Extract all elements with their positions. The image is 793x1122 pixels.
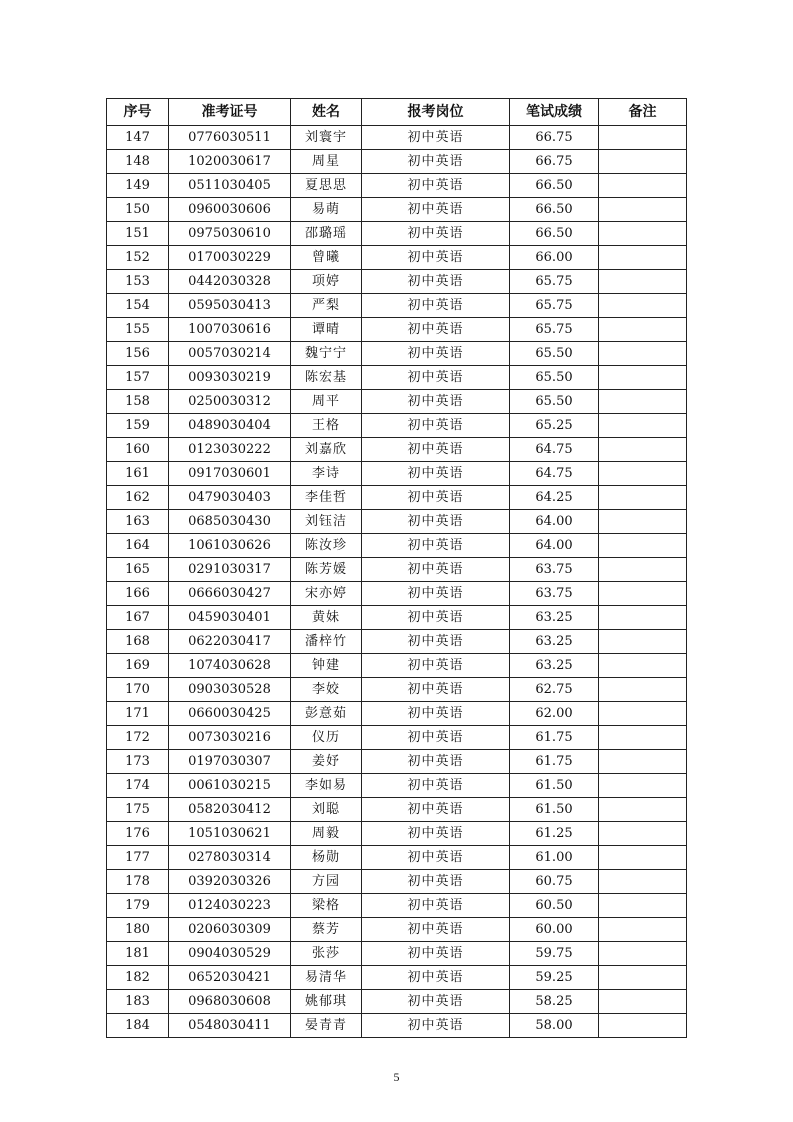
table-row: [107, 318, 687, 342]
cell-name: 仪历: [291, 726, 362, 750]
cell-score: 65.25: [510, 414, 599, 438]
cell-seq: 168: [107, 630, 169, 654]
cell-remark: [599, 606, 687, 630]
cell-exam-id: 0660030425: [169, 702, 291, 726]
cell-post: 初中英语: [362, 870, 510, 894]
cell-score: 65.50: [510, 366, 599, 390]
cell-seq: 167: [107, 606, 169, 630]
cell-post: 初中英语: [362, 798, 510, 822]
cell-remark: [599, 678, 687, 702]
cell-score: 60.50: [510, 894, 599, 918]
cell-name: 刘寰宇: [291, 126, 362, 150]
table-row: [107, 198, 687, 222]
cell-exam-id: 0479030403: [169, 486, 291, 510]
cell-score: 66.00: [510, 246, 599, 270]
cell-exam-id: 0595030413: [169, 294, 291, 318]
cell-name: 项婷: [291, 270, 362, 294]
table-row: [107, 534, 687, 558]
table-body: [107, 126, 687, 1038]
table-row: [107, 726, 687, 750]
cell-exam-id: 0197030307: [169, 750, 291, 774]
cell-exam-id: 0652030421: [169, 966, 291, 990]
table-row: [107, 438, 687, 462]
cell-seq: 174: [107, 774, 169, 798]
table-row: [107, 966, 687, 990]
cell-name: 周毅: [291, 822, 362, 846]
cell-score: 66.75: [510, 126, 599, 150]
cell-exam-id: 0459030401: [169, 606, 291, 630]
cell-remark: [599, 414, 687, 438]
cell-remark: [599, 486, 687, 510]
cell-seq: 160: [107, 438, 169, 462]
cell-exam-id: 0666030427: [169, 582, 291, 606]
table-row: [107, 462, 687, 486]
cell-exam-id: 0582030412: [169, 798, 291, 822]
cell-exam-id: 0917030601: [169, 462, 291, 486]
cell-seq: 169: [107, 654, 169, 678]
header-remark: 备注: [599, 99, 687, 126]
cell-score: 64.00: [510, 510, 599, 534]
cell-post: 初中英语: [362, 1014, 510, 1038]
cell-remark: [599, 294, 687, 318]
cell-score: 62.75: [510, 678, 599, 702]
cell-remark: [599, 654, 687, 678]
cell-exam-id: 0968030608: [169, 990, 291, 1014]
cell-exam-id: 0250030312: [169, 390, 291, 414]
cell-name: 姜妤: [291, 750, 362, 774]
cell-seq: 173: [107, 750, 169, 774]
cell-exam-id: 0511030405: [169, 174, 291, 198]
cell-exam-id: 0073030216: [169, 726, 291, 750]
header-seq: 序号: [107, 99, 169, 126]
cell-post: 初中英语: [362, 726, 510, 750]
cell-exam-id: 1074030628: [169, 654, 291, 678]
cell-name: 彭意茹: [291, 702, 362, 726]
cell-name: 梁格: [291, 894, 362, 918]
cell-exam-id: 0622030417: [169, 630, 291, 654]
cell-exam-id: 0442030328: [169, 270, 291, 294]
table-row: [107, 678, 687, 702]
cell-remark: [599, 534, 687, 558]
header-exam-id: 准考证号: [169, 99, 291, 126]
cell-exam-id: 0960030606: [169, 198, 291, 222]
cell-name: 蔡芳: [291, 918, 362, 942]
cell-name: 方园: [291, 870, 362, 894]
cell-post: 初中英语: [362, 750, 510, 774]
cell-name: 张莎: [291, 942, 362, 966]
cell-seq: 152: [107, 246, 169, 270]
table-row: [107, 606, 687, 630]
table-row: [107, 246, 687, 270]
cell-name: 夏思思: [291, 174, 362, 198]
cell-exam-id: 1061030626: [169, 534, 291, 558]
cell-remark: [599, 150, 687, 174]
cell-post: 初中英语: [362, 198, 510, 222]
cell-name: 李如易: [291, 774, 362, 798]
page-number: 5: [393, 1070, 400, 1084]
table-row: [107, 774, 687, 798]
cell-name: 陈芳媛: [291, 558, 362, 582]
cell-remark: [599, 894, 687, 918]
cell-post: 初中英语: [362, 390, 510, 414]
cell-remark: [599, 462, 687, 486]
cell-post: 初中英语: [362, 174, 510, 198]
cell-post: 初中英语: [362, 366, 510, 390]
cell-score: 63.75: [510, 582, 599, 606]
cell-post: 初中英语: [362, 918, 510, 942]
cell-score: 64.00: [510, 534, 599, 558]
cell-score: 61.75: [510, 750, 599, 774]
cell-remark: [599, 918, 687, 942]
cell-name: 周平: [291, 390, 362, 414]
cell-remark: [599, 558, 687, 582]
cell-seq: 171: [107, 702, 169, 726]
cell-remark: [599, 726, 687, 750]
cell-remark: [599, 846, 687, 870]
cell-exam-id: 0685030430: [169, 510, 291, 534]
table-row: [107, 174, 687, 198]
cell-remark: [599, 438, 687, 462]
table-row: [107, 990, 687, 1014]
cell-remark: [599, 270, 687, 294]
header-name: 姓名: [291, 99, 362, 126]
cell-score: 65.50: [510, 342, 599, 366]
cell-score: 58.25: [510, 990, 599, 1014]
cell-score: 59.75: [510, 942, 599, 966]
cell-name: 曾曦: [291, 246, 362, 270]
cell-seq: 148: [107, 150, 169, 174]
score-table: [106, 98, 687, 1038]
table-row: [107, 222, 687, 246]
cell-seq: 151: [107, 222, 169, 246]
cell-exam-id: 0061030215: [169, 774, 291, 798]
table-row: [107, 870, 687, 894]
cell-seq: 153: [107, 270, 169, 294]
cell-seq: 177: [107, 846, 169, 870]
table-row: [107, 366, 687, 390]
cell-score: 62.00: [510, 702, 599, 726]
cell-seq: 166: [107, 582, 169, 606]
cell-exam-id: 0057030214: [169, 342, 291, 366]
cell-name: 李诗: [291, 462, 362, 486]
table-row: [107, 150, 687, 174]
cell-seq: 154: [107, 294, 169, 318]
cell-seq: 163: [107, 510, 169, 534]
cell-score: 63.25: [510, 606, 599, 630]
cell-name: 李佳哲: [291, 486, 362, 510]
cell-post: 初中英语: [362, 270, 510, 294]
cell-seq: 157: [107, 366, 169, 390]
cell-post: 初中英语: [362, 654, 510, 678]
cell-seq: 183: [107, 990, 169, 1014]
cell-remark: [599, 582, 687, 606]
cell-score: 63.75: [510, 558, 599, 582]
cell-post: 初中英语: [362, 438, 510, 462]
cell-exam-id: 0123030222: [169, 438, 291, 462]
cell-remark: [599, 366, 687, 390]
cell-name: 易清华: [291, 966, 362, 990]
cell-exam-id: 0124030223: [169, 894, 291, 918]
cell-post: 初中英语: [362, 294, 510, 318]
cell-post: 初中英语: [362, 534, 510, 558]
cell-exam-id: 0903030528: [169, 678, 291, 702]
cell-seq: 179: [107, 894, 169, 918]
cell-seq: 161: [107, 462, 169, 486]
cell-exam-id: 0776030511: [169, 126, 291, 150]
cell-post: 初中英语: [362, 822, 510, 846]
cell-post: 初中英语: [362, 222, 510, 246]
cell-score: 65.50: [510, 390, 599, 414]
cell-remark: [599, 126, 687, 150]
cell-score: 59.25: [510, 966, 599, 990]
cell-remark: [599, 510, 687, 534]
cell-remark: [599, 702, 687, 726]
cell-post: 初中英语: [362, 702, 510, 726]
table-row: [107, 846, 687, 870]
table-row: [107, 510, 687, 534]
cell-exam-id: 0904030529: [169, 942, 291, 966]
table-row: [107, 798, 687, 822]
cell-exam-id: 0278030314: [169, 846, 291, 870]
cell-remark: [599, 342, 687, 366]
table-row: [107, 702, 687, 726]
cell-post: 初中英语: [362, 342, 510, 366]
cell-score: 61.50: [510, 798, 599, 822]
cell-post: 初中英语: [362, 678, 510, 702]
header-score: 笔试成绩: [510, 99, 599, 126]
cell-post: 初中英语: [362, 894, 510, 918]
cell-post: 初中英语: [362, 318, 510, 342]
table-row: [107, 822, 687, 846]
cell-seq: 181: [107, 942, 169, 966]
cell-post: 初中英语: [362, 462, 510, 486]
cell-post: 初中英语: [362, 990, 510, 1014]
cell-remark: [599, 222, 687, 246]
cell-exam-id: 0170030229: [169, 246, 291, 270]
cell-remark: [599, 630, 687, 654]
cell-seq: 147: [107, 126, 169, 150]
cell-seq: 182: [107, 966, 169, 990]
cell-seq: 180: [107, 918, 169, 942]
cell-name: 晏青青: [291, 1014, 362, 1038]
cell-exam-id: 0975030610: [169, 222, 291, 246]
cell-name: 杨勋: [291, 846, 362, 870]
table-row: [107, 486, 687, 510]
cell-name: 谭晴: [291, 318, 362, 342]
cell-score: 66.50: [510, 174, 599, 198]
cell-score: 66.75: [510, 150, 599, 174]
cell-score: 65.75: [510, 270, 599, 294]
table-row: [107, 1014, 687, 1038]
cell-name: 易萌: [291, 198, 362, 222]
cell-name: 黄妹: [291, 606, 362, 630]
table-row: [107, 294, 687, 318]
cell-score: 66.50: [510, 198, 599, 222]
cell-score: 64.75: [510, 438, 599, 462]
cell-remark: [599, 870, 687, 894]
cell-score: 65.75: [510, 318, 599, 342]
cell-remark: [599, 798, 687, 822]
table-row: [107, 942, 687, 966]
cell-score: 66.50: [510, 222, 599, 246]
cell-score: 65.75: [510, 294, 599, 318]
cell-post: 初中英语: [362, 966, 510, 990]
table-row: [107, 630, 687, 654]
cell-remark: [599, 966, 687, 990]
cell-remark: [599, 750, 687, 774]
cell-score: 58.00: [510, 1014, 599, 1038]
cell-seq: 178: [107, 870, 169, 894]
cell-score: 60.75: [510, 870, 599, 894]
cell-name: 宋亦婷: [291, 582, 362, 606]
cell-post: 初中英语: [362, 558, 510, 582]
table-row: [107, 750, 687, 774]
cell-remark: [599, 822, 687, 846]
cell-remark: [599, 318, 687, 342]
cell-score: 60.00: [510, 918, 599, 942]
cell-name: 刘嘉欣: [291, 438, 362, 462]
table-row: [107, 582, 687, 606]
cell-score: 64.25: [510, 486, 599, 510]
cell-seq: 184: [107, 1014, 169, 1038]
cell-post: 初中英语: [362, 510, 510, 534]
cell-score: 61.00: [510, 846, 599, 870]
table-row: [107, 654, 687, 678]
cell-name: 魏宁宁: [291, 342, 362, 366]
cell-seq: 164: [107, 534, 169, 558]
cell-post: 初中英语: [362, 126, 510, 150]
cell-name: 潘梓竹: [291, 630, 362, 654]
cell-name: 钟建: [291, 654, 362, 678]
table-row: [107, 414, 687, 438]
header-post: 报考岗位: [362, 99, 510, 126]
cell-score: 64.75: [510, 462, 599, 486]
table-row: [107, 126, 687, 150]
cell-name: 陈汝珍: [291, 534, 362, 558]
cell-remark: [599, 174, 687, 198]
cell-post: 初中英语: [362, 942, 510, 966]
cell-name: 刘聪: [291, 798, 362, 822]
cell-score: 61.25: [510, 822, 599, 846]
cell-seq: 159: [107, 414, 169, 438]
cell-name: 刘钰洁: [291, 510, 362, 534]
cell-post: 初中英语: [362, 606, 510, 630]
cell-seq: 176: [107, 822, 169, 846]
cell-seq: 172: [107, 726, 169, 750]
cell-seq: 149: [107, 174, 169, 198]
cell-exam-id: 0093030219: [169, 366, 291, 390]
table-row: [107, 390, 687, 414]
cell-seq: 170: [107, 678, 169, 702]
cell-name: 陈宏基: [291, 366, 362, 390]
cell-exam-id: 0392030326: [169, 870, 291, 894]
table-row: [107, 342, 687, 366]
cell-remark: [599, 990, 687, 1014]
table-row: [107, 558, 687, 582]
cell-score: 61.75: [510, 726, 599, 750]
cell-score: 61.50: [510, 774, 599, 798]
cell-post: 初中英语: [362, 582, 510, 606]
cell-seq: 155: [107, 318, 169, 342]
cell-post: 初中英语: [362, 150, 510, 174]
cell-name: 严梨: [291, 294, 362, 318]
cell-remark: [599, 942, 687, 966]
cell-remark: [599, 390, 687, 414]
cell-seq: 162: [107, 486, 169, 510]
table-row: [107, 270, 687, 294]
table-row: [107, 918, 687, 942]
cell-exam-id: 1007030616: [169, 318, 291, 342]
cell-post: 初中英语: [362, 414, 510, 438]
cell-seq: 175: [107, 798, 169, 822]
cell-seq: 158: [107, 390, 169, 414]
cell-seq: 150: [107, 198, 169, 222]
cell-exam-id: 0206030309: [169, 918, 291, 942]
cell-post: 初中英语: [362, 246, 510, 270]
cell-remark: [599, 246, 687, 270]
cell-name: 李姣: [291, 678, 362, 702]
cell-exam-id: 0291030317: [169, 558, 291, 582]
cell-seq: 165: [107, 558, 169, 582]
cell-name: 姚郁琪: [291, 990, 362, 1014]
cell-post: 初中英语: [362, 774, 510, 798]
cell-name: 周星: [291, 150, 362, 174]
table-row: [107, 894, 687, 918]
cell-exam-id: 1020030617: [169, 150, 291, 174]
cell-score: 63.25: [510, 654, 599, 678]
cell-score: 63.25: [510, 630, 599, 654]
cell-post: 初中英语: [362, 486, 510, 510]
cell-remark: [599, 198, 687, 222]
cell-name: 王格: [291, 414, 362, 438]
cell-exam-id: 0489030404: [169, 414, 291, 438]
cell-exam-id: 0548030411: [169, 1014, 291, 1038]
cell-post: 初中英语: [362, 846, 510, 870]
cell-exam-id: 1051030621: [169, 822, 291, 846]
cell-name: 邵璐瑶: [291, 222, 362, 246]
cell-post: 初中英语: [362, 630, 510, 654]
table-header-row: [107, 99, 687, 126]
cell-seq: 156: [107, 342, 169, 366]
cell-remark: [599, 1014, 687, 1038]
cell-remark: [599, 774, 687, 798]
